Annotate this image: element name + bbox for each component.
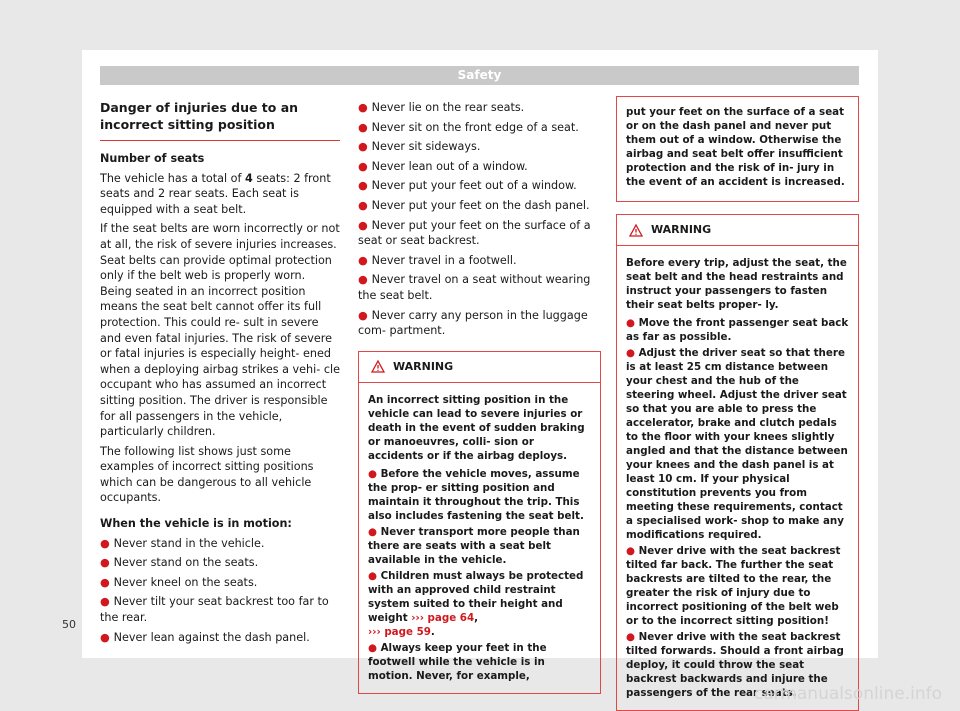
bullet-dot-icon: ● [626,347,639,359]
paragraph-risk: If the seat belts are worn incorrectly or not at all, the risk of severe injuries increases. Seat belts can provide optimal protection only if the belt web is properly worn. Being seated in an incorrect position means the seat belt cannot offer its full protection. This could re- sult in severe and even fatal injuries. The risk of severe or fatal injuries is especially height- ened when a deploying airbag strikes a vehi- cle occupant who has assumed an incorrect sitting position. The driver is responsible for all passengers in the vehicle, particularly children. [100,222,340,439]
list-item: ● Never drive with the seat backrest tilted far back. The further the seat backrests are tilted to the rear, the greater the risk of injury due to incorrect positioning of the belt web or to the incorrect sitting position! [626,545,841,627]
warning-continued-text: put your feet on the surface of a seat or on the dash panel and never put them out of a window. Otherwise the airbag and seat belt offer insufficient protection and the risk of in- jury in the event of an accident is increased. [626,106,845,188]
bullet-dot-icon: ● [358,159,372,173]
bullet-dot-icon: ● [100,575,114,589]
list-item: ● Never put your feet on the surface of a seat or seat backrest. [358,218,591,248]
paragraph-examples: The following list shows just some examples of incorrect sitting positions which can be dangerous to all vehicle occupants. [100,444,314,505]
warning-list [368,467,591,683]
list-item: ● Never sit sideways. [358,140,481,154]
paragraph-seats: The vehicle has a total of 4 seats: 2 front seats and 2 rear seats. Each seat is equipped with a seat belt. [100,171,331,216]
list-item: ● Never kneel on the seats. [100,575,258,589]
list-item: ● Never tilt your seat backrest too far to the rear. [100,595,329,625]
list-item: ● Never drive with the seat backrest tilted forwards. Should a front airbag deploy, it could throw the seat backrest backwards and injure the passengers of the rear seats. [626,631,844,699]
list-item: ● Never stand in the vehicle. [100,536,265,550]
bullet-dot-icon: ● [100,595,114,609]
warning-intro: Before every trip, adjust the seat, the seat belt and the head restraints and instruct your passengers to fasten their seat belts proper- ly. [626,257,847,311]
list-item: ● Never put your feet out of a window. [358,179,577,193]
bullet-dot-icon: ● [358,198,372,212]
section-heading: Danger of injuries due to an incorrect sitting position [100,96,340,141]
list-item: ● Never put your feet on the dash panel. [358,198,590,212]
bullet-dot-icon: ● [368,569,381,582]
warning-triangle-icon [629,224,643,237]
bullet-dot-icon: ● [358,120,372,134]
list-item: ● Never transport more people than there are seats with a seat belt available in the vehicle. [368,525,580,566]
warning-label: WARNING [651,223,712,236]
bullet-dot-icon: ● [368,467,381,480]
bullet-dot-icon: ● [358,179,372,193]
list-item: ● Always keep your feet in the footwell while the vehicle is in motion. Never, for example, [368,641,547,682]
bullet-dot-icon: ● [626,317,639,329]
list-item: ● Never lie on the rear seats. [358,101,525,114]
column-1 [100,96,340,649]
warning-box [358,351,601,694]
warning-header [359,352,600,383]
list-item: ● Never sit on the front edge of a seat. [358,120,579,134]
list-item: ● Never travel in a footwell. [358,253,517,267]
motion-list-continued [358,100,601,339]
bullet-dot-icon: ● [358,273,372,287]
bullet-dot-icon: ● [100,630,114,644]
warning-triangle-icon [371,360,385,373]
watermark: carmanualsonline.info [753,684,942,704]
motion-list [100,536,340,646]
bullet-dot-icon: ● [358,308,372,322]
bullet-dot-icon: ● [626,545,639,557]
warning-box-continued [616,96,859,202]
list-item: ● Before the vehicle moves, assume the prop- er sitting position and maintain it throughout the trip. This also includes fastening the seat belt. [368,467,584,522]
bullet-dot-icon: ● [368,641,381,654]
list-item: ● Adjust the driver seat so that there is at least 25 cm distance between your chest and the hub of the steering wheel. Adjust the driver seat so that you are able to press the accelerator, brake and clutch pedals to the floor with your knees slightly angled and that the distance between your knees and the dash panel is at least 10 cm. If your physical constitution prevents you from meeting these requirements, contact a specialised work- shop to make any modifications required. [626,347,848,541]
column-3 [616,96,859,711]
subheading-number-of-seats: Number of seats [100,152,205,165]
bullet-dot-icon: ● [100,556,114,570]
warning-header [617,215,858,246]
list-item: ● Never stand on the seats. [100,556,259,570]
bullet-dot-icon: ● [358,140,372,154]
list-item: ● Never carry any person in the luggage com- partment. [358,308,588,338]
warning-label: WARNING [393,359,454,373]
list-item: ● Children must always be protected with an approved child restraint system suited to their height and weight ››› page 64, ››› page 59. [368,569,584,638]
list-item: ● Never lean out of a window. [358,159,528,173]
section-header: Safety [100,66,859,85]
bullet-dot-icon: ● [100,536,114,550]
page-link-59[interactable]: ››› page 59 [368,625,431,638]
bullet-dot-icon: ● [626,631,639,643]
page-number: 50 [62,618,76,631]
list-item: ● Never travel on a seat without wearing the seat belt. [358,273,591,302]
list-item: ● Never lean against the dash panel. [100,630,310,644]
subheading-in-motion: When the vehicle is in motion: [100,517,292,531]
bullet-dot-icon: ● [358,101,372,114]
bullet-dot-icon: ● [358,253,372,267]
warning-box-2 [616,214,859,711]
page-link-64[interactable]: ››› page 64 [411,611,475,624]
column-2 [358,100,601,694]
warning-list [626,316,849,700]
warning-intro: An incorrect sitting position in the vehicle can lead to severe injuries or death in the event of sudden braking or manoeuvres, colli- sion or accidents or if the airbag deploys. [368,393,585,462]
bullet-dot-icon: ● [358,218,372,232]
list-item: ● Move the front passenger seat back as far as possible. [626,317,849,343]
bullet-dot-icon: ● [368,525,381,538]
